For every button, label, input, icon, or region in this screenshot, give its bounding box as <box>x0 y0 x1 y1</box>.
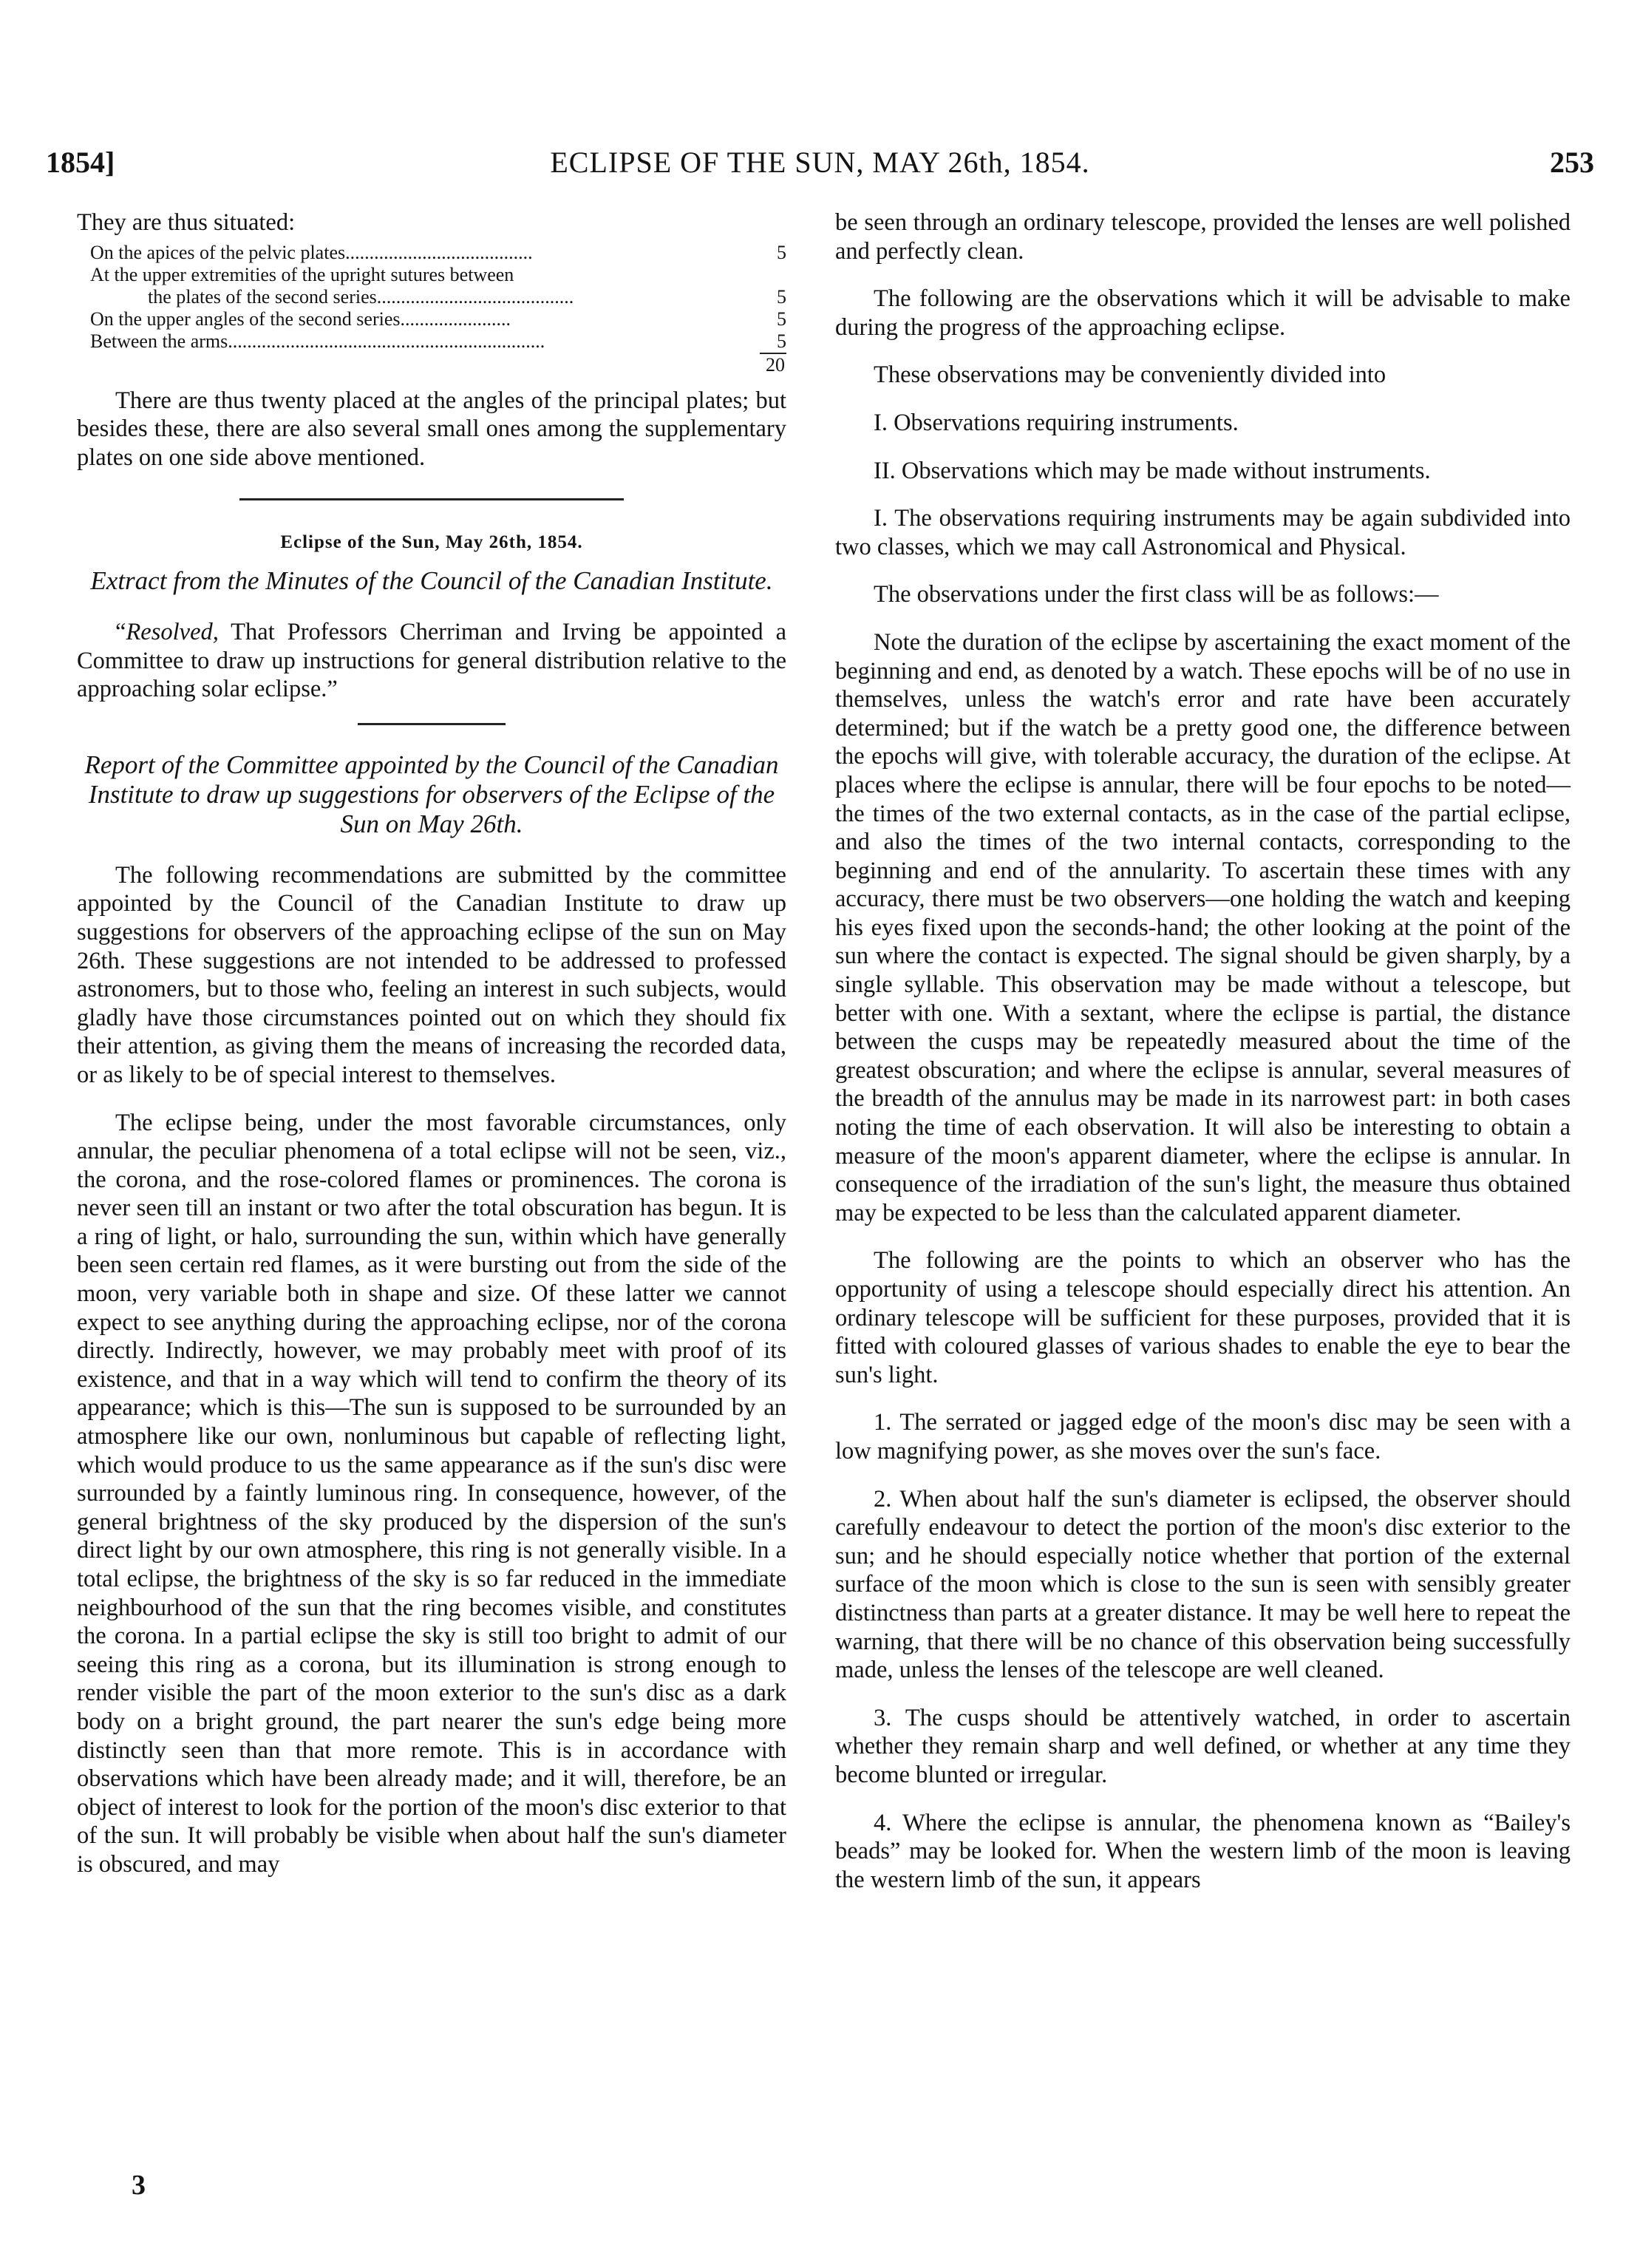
section-heading: Eclipse of the Sun, May 26th, 1854. <box>280 532 583 553</box>
plates-table <box>77 242 786 376</box>
table-row <box>77 330 786 353</box>
extract-title: Extract from the Minutes of the Council of the Canadian Institute. <box>90 566 773 595</box>
table-row-label: the plates of the second series......................................... <box>148 285 574 308</box>
table-row-count: 5 <box>777 241 786 263</box>
table-row-label: Between the arms.................................................................. <box>90 330 545 352</box>
header-year: 1854] <box>46 146 115 179</box>
paragraph-first-class: The observations under the first class will be as follows:— <box>874 581 1439 608</box>
table-row-count: 5 <box>777 308 786 330</box>
running-head <box>46 145 1594 189</box>
paragraph-duration: Note the duration of the eclipse by ascertaining the exact moment of the beginning and end, as denoted by a watch. These epochs will be of no use in themselves, unless the watch's error and rate have been accurately determined; but if the watch be a pretty good one, the difference between the epochs will give, with tolerable accuracy, the duration of the eclipse. At places where the eclipse is annular, there will be four epochs to be noted—the times of the two external contacts, as in the case of the partial eclipse, and also the times of the two internal contacts, corresponding to the beginning and end of the annularity. To ascertain these times with any accuracy, there must be two observers—one holding the watch and keeping his eyes fixed upon the seconds-hand; the other looking at the point of the sun where the contact is expected. The signal should be given sharply, by a single syllable. This observation may be made without a telescope, but better with one. With a sextant, where the eclipse is partial, the distance between the cusps may be repeatedly measured about the time of the greatest obscuration; and where the eclipse is annular, several measures of the breadth of the annulus may be made in its narrowest part: in both cases noting the time of each observation. It will also be interesting to obtain a measure of the moon's apparent diameter, where the eclipse is annular. In consequence of the irradiation of the sun's light, the measure thus obtained may be expected to be less than the calculated apparent diameter. <box>835 628 1571 1226</box>
table-row-count: 5 <box>777 330 786 352</box>
header-title: ECLIPSE OF THE SUN, MAY 26th, 1854. <box>550 146 1090 179</box>
paragraph-points: The following are the points to which an observer who has the opportunity of using a telescope should especially direct his attention. An ordinary telescope will be sufficient for these purposes, provided that it is fitted with coloured glasses of various shades to enable the eye to bear the sun's light. <box>835 1247 1571 1388</box>
printer-signature: 3 <box>132 2170 146 2201</box>
resolved-word: Resolved, <box>126 618 219 645</box>
paragraph-continued: be seen through an ordinary telescope, provided the lenses are well polished and perfectly clean. <box>835 209 1571 265</box>
page-number: 253 <box>1550 146 1594 179</box>
table-total-row <box>77 353 786 376</box>
paragraph-divided: These observations may be conveniently divided into <box>874 361 1386 389</box>
right-column <box>835 208 1571 1913</box>
table-row <box>77 264 786 286</box>
table-row-label: At the upper extremities of the upright sutures between <box>90 263 514 285</box>
list-item-ii: II. Observations which may be made without instruments. <box>874 457 1431 484</box>
table-row <box>77 242 786 264</box>
table-lead: They are thus situated: <box>77 209 296 236</box>
point-3: 3. The cusps should be attentively watched, in order to ascertain whether they remain sharp and well defined, or whether at any time they become blunted or irregular. <box>835 1704 1571 1788</box>
paragraph-subdivided: I. The observations requiring instruments may be again subdivided into two classes, which we may call Astronomical and Physical. <box>835 505 1571 560</box>
resolution-paragraph: “Resolved, That Professors Cherriman and Irving be appointed a Committee to draw up instructions for general distribution relative to the approaching solar eclipse.” <box>77 618 786 703</box>
left-column <box>77 208 786 1898</box>
table-row <box>77 308 786 330</box>
resolution-text: That Professors Cherriman and Irving be appointed a Committee to draw up instructions for general distribution relative to the approaching solar eclipse.” <box>77 618 786 703</box>
section-divider <box>239 498 624 500</box>
point-4: 4. Where the eclipse is annular, the phenomena known as “Bailey's beads” may be looked for. When the western limb of the moon is leaving the western limb of the sun, it appears <box>835 1809 1571 1893</box>
point-2: 2. When about half the sun's diameter is eclipsed, the observer should carefully endeavour to detect the portion of the moon's disc exterior to the sun; and he should especially notice whether that portion of the external surface of the moon which is close to the sun is seen with sensibly greater distinctness than parts at a greater distance. It may be well here to repeat the warning, that there will be no chance of this observation being successfully made, unless the lenses of the telescope are well cleaned. <box>835 1485 1571 1684</box>
paragraph-angles: There are thus twenty placed at the angles of the principal plates; but besides these, there are also several small ones among the supplementary plates on one side above mentioned. <box>77 387 786 471</box>
paragraph-following: The following are the observations which it will be advisable to make during the progress of the approaching eclipse. <box>835 285 1571 341</box>
point-1: 1. The serrated or jagged edge of the moon's disc may be seen with a low magnifying power, as she moves over the sun's face. <box>835 1409 1571 1464</box>
short-divider <box>358 723 506 725</box>
report-title: Report of the Committee appointed by the Council of the Canadian Institute to draw up suggestions for observers of the Eclipse of the Sun on May 26th. <box>84 750 779 838</box>
table-row <box>77 286 786 308</box>
table-row-count: 5 <box>777 285 786 308</box>
table-total: 20 <box>760 353 786 376</box>
list-item-i: I. Observations requiring instruments. <box>874 409 1239 436</box>
table-row-label: On the apices of the pelvic plates....................................... <box>90 241 533 263</box>
paragraph-intro: The following recommendations are submitted by the committee appointed by the Council of the Canadian Institute to draw up suggestions for observers of the approaching eclipse of the sun on May 26th. These suggestions are not intended to be addressed to professed astronomers, but to those who, feeling an interest in such subjects, would gladly have those circumstances pointed out on which they should fix their attention, as giving them the means of increasing the recorded data, or as likely to be of special interest to themselves. <box>77 861 786 1088</box>
paragraph-eclipse: The eclipse being, under the most favorable circumstances, only annular, the peculiar phenomena of a total eclipse will not be seen, viz., the corona, and the rose-colored flames or prominences. The corona is never seen till an instant or two after the total obscuration has begun. It is a ring of light, or halo, surrounding the sun, within which have generally been seen certain red flames, as it were bursting out from the side of the moon, very variable both in shape and size. Of these latter we cannot expect to see anything during the approaching eclipse, nor of the corona directly. Indirectly, however, we may probably meet with proof of its existence, and that in a way which will tend to confirm the theory of its appearance; which is this—The sun is supposed to be surrounded by an atmosphere like our own, nonluminous but capable of reflecting light, which would produce to us the same appearance as if the sun's disc were surrounded by a faintly luminous ring. In consequence, however, of the general brightness of the sky produced by the dispersion of the sun's direct light by our own atmosphere, this ring is not generally visible. In a total eclipse, the brightness of the sky is so far reduced in the immediate neighbourhood of the sun that the ring becomes visible, and constitutes the corona. In a partial eclipse the sky is still too bright to admit of our seeing this ring as a corona, but its illumination is strong enough to render visible the part of the moon exterior to the sun's disc as a dark body on a bright ground, the part nearer the sun's edge being more distinctly seen than that more remote. This is in accordance with observations which have been already made; and it will, therefore, be an object of interest to look for the portion of the moon's disc exterior to that of the sun. It will probably be visible when about half the sun's diameter is obscured, and may <box>77 1109 786 1878</box>
table-row-label: On the upper angles of the second series....................... <box>90 308 511 330</box>
